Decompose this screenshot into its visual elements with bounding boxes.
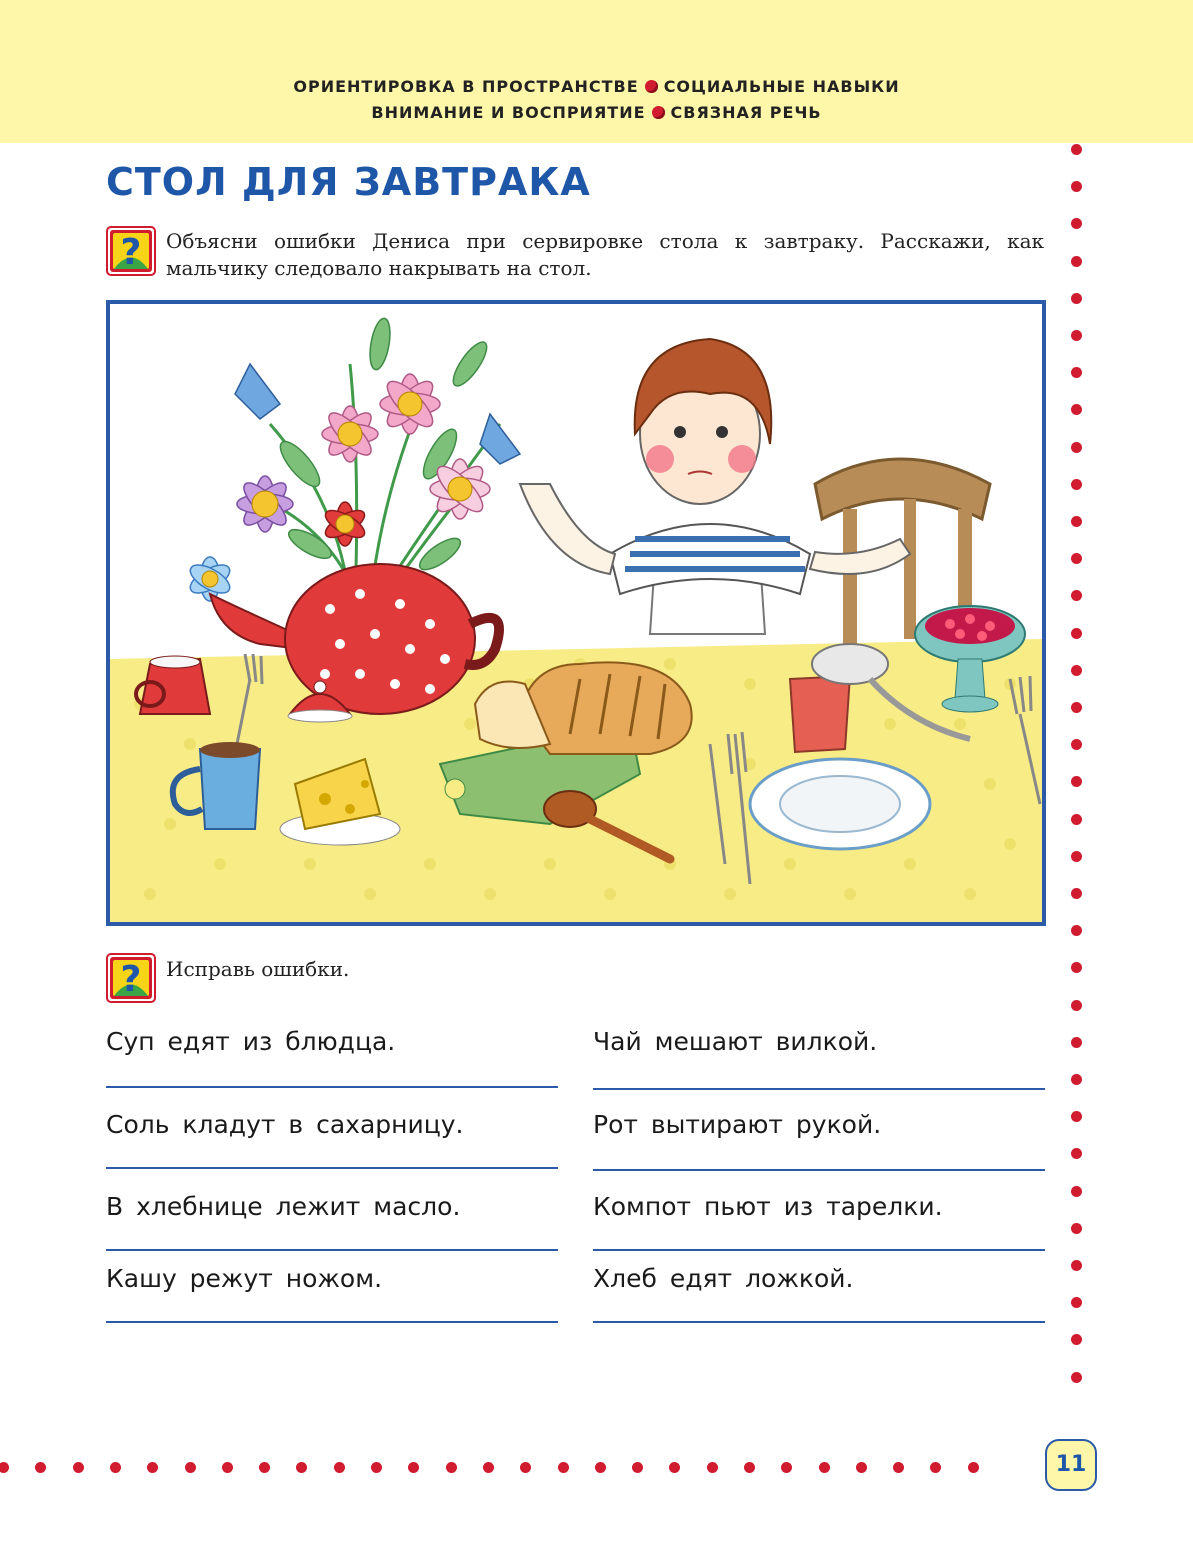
red-dot-icon xyxy=(1071,1148,1082,1159)
red-dot-icon xyxy=(1071,665,1082,676)
red-dot-icon xyxy=(520,1462,531,1473)
answer-line[interactable] xyxy=(593,1088,1045,1090)
red-dot-icon xyxy=(259,1462,270,1473)
task-instruction-2: Исправь ошибки. xyxy=(166,957,350,981)
red-dot-icon xyxy=(1071,1260,1082,1271)
red-dot-icon xyxy=(707,1462,718,1473)
red-dot-icon xyxy=(781,1462,792,1473)
red-dot-icon xyxy=(1071,1037,1082,1048)
breakfast-illustration xyxy=(106,300,1046,926)
answer-line[interactable] xyxy=(593,1249,1045,1251)
red-dot-icon xyxy=(1071,144,1082,155)
bullet-dot-icon xyxy=(652,106,665,119)
page-title: СТОЛ ДЛЯ ЗАВТРАКА xyxy=(106,160,591,204)
svg-text:?: ? xyxy=(120,232,142,273)
red-dot-icon xyxy=(1071,590,1082,601)
red-dot-icon xyxy=(1071,851,1082,862)
red-dot-icon xyxy=(632,1462,643,1473)
red-dot-icon xyxy=(1071,256,1082,267)
answer-line[interactable] xyxy=(106,1249,558,1251)
red-dot-icon xyxy=(669,1462,680,1473)
skill-speech: СВЯЗНАЯ РЕЧЬ xyxy=(670,103,822,122)
red-dot-icon xyxy=(968,1462,979,1473)
red-glass xyxy=(790,676,850,752)
red-dot-icon xyxy=(1071,814,1082,825)
red-dot-icon xyxy=(1071,1000,1082,1011)
sentence-right-3: Компот пьют из тарелки. xyxy=(593,1192,943,1221)
red-dot-icon xyxy=(558,1462,569,1473)
red-dot-icon xyxy=(483,1462,494,1473)
red-dot-icon xyxy=(1071,181,1082,192)
red-dot-icon xyxy=(1071,1186,1082,1197)
red-dot-icon xyxy=(185,1462,196,1473)
red-dot-icon xyxy=(1071,367,1082,378)
red-dot-icon xyxy=(1071,442,1082,453)
red-dot-icon xyxy=(819,1462,830,1473)
red-dot-icon xyxy=(1071,628,1082,639)
red-dot-icon xyxy=(296,1462,307,1473)
red-dot-icon xyxy=(1071,702,1082,713)
red-dot-icon xyxy=(893,1462,904,1473)
red-dot-icon xyxy=(1071,1111,1082,1122)
red-dot-icon xyxy=(1071,1334,1082,1345)
soup-plate xyxy=(750,759,930,849)
skill-social: СОЦИАЛЬНЫЕ НАВЫКИ xyxy=(663,77,900,96)
red-dot-icon xyxy=(856,1462,867,1473)
red-dot-icon xyxy=(1071,479,1082,490)
red-dot-icon xyxy=(1071,925,1082,936)
answer-line[interactable] xyxy=(593,1321,1045,1323)
svg-text:?: ? xyxy=(120,959,142,1000)
answer-line[interactable] xyxy=(106,1086,558,1088)
red-dot-icon xyxy=(1071,218,1082,229)
red-dot-icon xyxy=(222,1462,233,1473)
skill-orientation: ОРИЕНТИРОВКА В ПРОСТРАНСТВЕ xyxy=(293,77,639,96)
red-dot-icon xyxy=(334,1462,345,1473)
skills-line-2 xyxy=(0,103,1193,122)
question-icon xyxy=(106,226,156,276)
red-dot-icon xyxy=(446,1462,457,1473)
sentence-left-3: В хлебнице лежит масло. xyxy=(106,1192,461,1221)
red-dot-icon xyxy=(1071,739,1082,750)
answer-line[interactable] xyxy=(106,1321,558,1323)
skills-line-1 xyxy=(0,77,1193,96)
task-instruction-1: Объясни ошибки Дениса при сервировке стола к завтраку. Расскажи, как мальчику следовало накрывать на стол. xyxy=(166,229,1044,280)
red-dot-icon xyxy=(1071,1223,1082,1234)
red-dot-icon xyxy=(1071,1297,1082,1308)
sentence-right-1: Чай мешают вилкой. xyxy=(593,1027,878,1056)
answer-line[interactable] xyxy=(106,1167,558,1169)
red-dot-icon xyxy=(1071,776,1082,787)
red-dot-icon xyxy=(1071,516,1082,527)
red-dot-icon xyxy=(1071,1372,1082,1383)
red-dot-icon xyxy=(1071,888,1082,899)
answer-line[interactable] xyxy=(593,1169,1045,1171)
sentence-left-1: Суп едят из блюдца. xyxy=(106,1027,396,1056)
red-dot-icon xyxy=(1071,1074,1082,1085)
page-number: 11 xyxy=(1045,1439,1097,1491)
question-icon xyxy=(106,953,156,1003)
red-dot-icon xyxy=(595,1462,606,1473)
red-dot-icon xyxy=(35,1462,46,1473)
sentence-right-2: Рот вытирают рукой. xyxy=(593,1110,882,1139)
red-dot-icon xyxy=(0,1462,9,1473)
sentence-left-2: Соль кладут в сахарницу. xyxy=(106,1110,464,1139)
red-dot-icon xyxy=(147,1462,158,1473)
sentence-right-4: Хлеб едят ложкой. xyxy=(593,1264,854,1293)
bullet-dot-icon xyxy=(645,80,658,93)
red-dot-icon xyxy=(110,1462,121,1473)
red-dot-icon xyxy=(744,1462,755,1473)
red-dot-icon xyxy=(1071,330,1082,341)
red-dot-icon xyxy=(930,1462,941,1473)
red-dot-icon xyxy=(1071,962,1082,973)
red-dot-icon xyxy=(408,1462,419,1473)
sentence-left-4: Кашу режут ножом. xyxy=(106,1264,383,1293)
red-dot-icon xyxy=(73,1462,84,1473)
red-dot-icon xyxy=(1071,553,1082,564)
red-dot-icon xyxy=(1071,404,1082,415)
red-dot-icon xyxy=(371,1462,382,1473)
red-dot-icon xyxy=(1071,293,1082,304)
skill-attention: ВНИМАНИЕ И ВОСПРИЯТИЕ xyxy=(371,103,646,122)
